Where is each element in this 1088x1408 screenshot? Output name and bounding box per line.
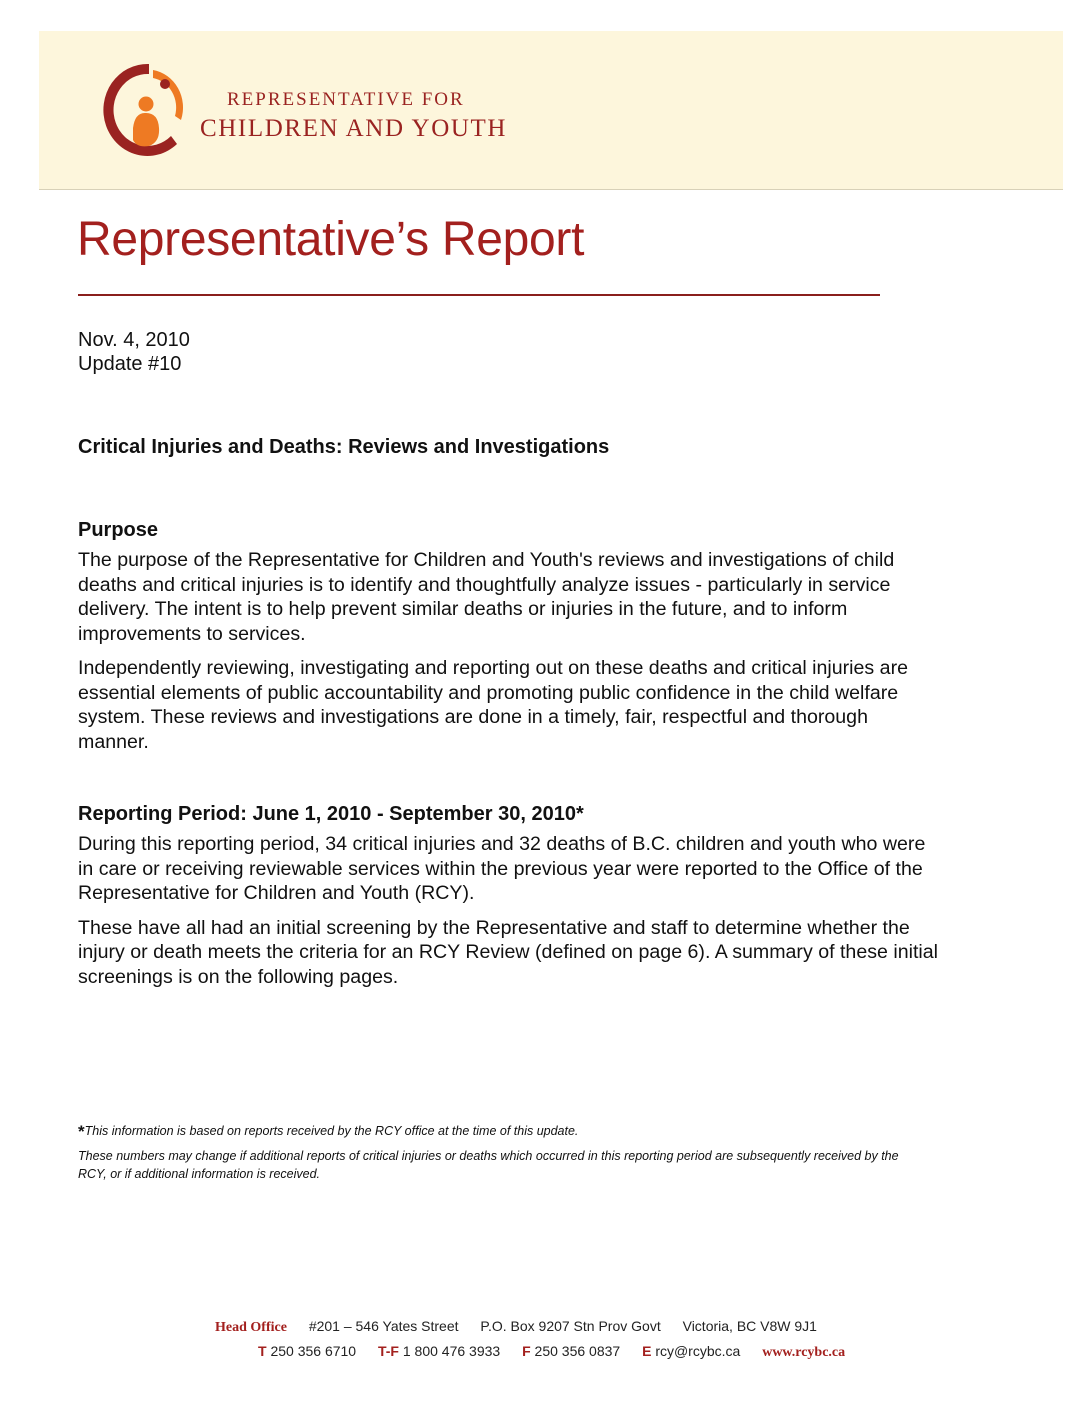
paragraph: These have all had an initial screening by the Representative and staff to determine whether the injury or death meets the criteria for an RCY Review (defined on page 6). A summary of these initial screenings is on the following pages. xyxy=(78,916,939,988)
footer-address-row xyxy=(215,1318,817,1336)
section-heading: Purpose xyxy=(78,519,159,541)
phone-number: 250 356 6710 xyxy=(270,1343,357,1359)
footer-contact-row xyxy=(258,1343,845,1361)
fax-number: 250 356 0837 xyxy=(534,1343,621,1359)
website-link[interactable]: www.rcybc.ca xyxy=(762,1345,846,1360)
footnote-marker: * xyxy=(78,1122,85,1141)
street-address: #201 – 546 Yates Street xyxy=(308,1318,459,1334)
email-label: E xyxy=(642,1343,652,1359)
fax-label: F xyxy=(522,1343,531,1359)
footnote-1-text: This information is based on reports received by the RCY office at the time of this update. xyxy=(84,1124,579,1138)
city-postal: Victoria, BC V8W 9J1 xyxy=(682,1318,817,1334)
paragraph: Independently reviewing, investigating and reporting out on these deaths and critical injuries are essential elements of public accountability and promoting public confidence in the child welfare system. These reviews and investigations are done in a timely, fair, respectful and thorough manner. xyxy=(78,657,908,753)
header-banner xyxy=(39,31,1063,190)
org-name-line1: REPRESENTATIVE FOR xyxy=(227,89,465,110)
tollfree-number: 1 800 476 3933 xyxy=(402,1343,501,1359)
rcy-mother-child-logo-icon xyxy=(91,56,187,160)
dateline xyxy=(78,328,190,376)
section-reporting-period xyxy=(78,802,938,999)
report-date: Nov. 4, 2010 xyxy=(78,329,190,351)
report-title: Representative’s Report xyxy=(77,213,585,266)
update-number: Update #10 xyxy=(78,353,182,375)
org-name-line2: CHILDREN AND YOUTH xyxy=(200,115,508,142)
tollfree-label: T-F xyxy=(377,1343,399,1359)
paragraph: The purpose of the Representative for Children and Youth's reviews and investigations of child deaths and critical injuries is to identify and thoughtfully analyze issues - particularly in service delivery. The intent is to help prevent similar deaths or injuries in the future, and to inform improvements to services. xyxy=(78,549,895,645)
section-purpose xyxy=(78,518,938,764)
po-box: P.O. Box 9207 Stn Prov Govt xyxy=(480,1318,661,1334)
office-label: Head Office xyxy=(215,1320,287,1335)
phone-label: T xyxy=(258,1343,267,1359)
section-heading: Reporting Period: June 1, 2010 - September 30, 2010* xyxy=(78,803,584,825)
paragraph: During this reporting period, 34 critical injuries and 32 deaths of B.C. children and youth who were in care or receiving reviewable services within the previous year were reported to the Office of the Representative for Children and Youth (RCY). xyxy=(78,833,926,904)
document-heading: Critical Injuries and Deaths: Reviews and Investigations xyxy=(78,436,610,458)
title-divider xyxy=(78,294,880,296)
footnotes xyxy=(78,1122,928,1189)
email-address[interactable]: rcy@rcybc.ca xyxy=(655,1343,741,1359)
footnote-2: These numbers may change if additional reports of critical injuries or deaths which occurred in this reporting period are subsequently received by the RCY, or if additional information is received. xyxy=(78,1149,899,1181)
footnote-1 xyxy=(78,1122,928,1141)
